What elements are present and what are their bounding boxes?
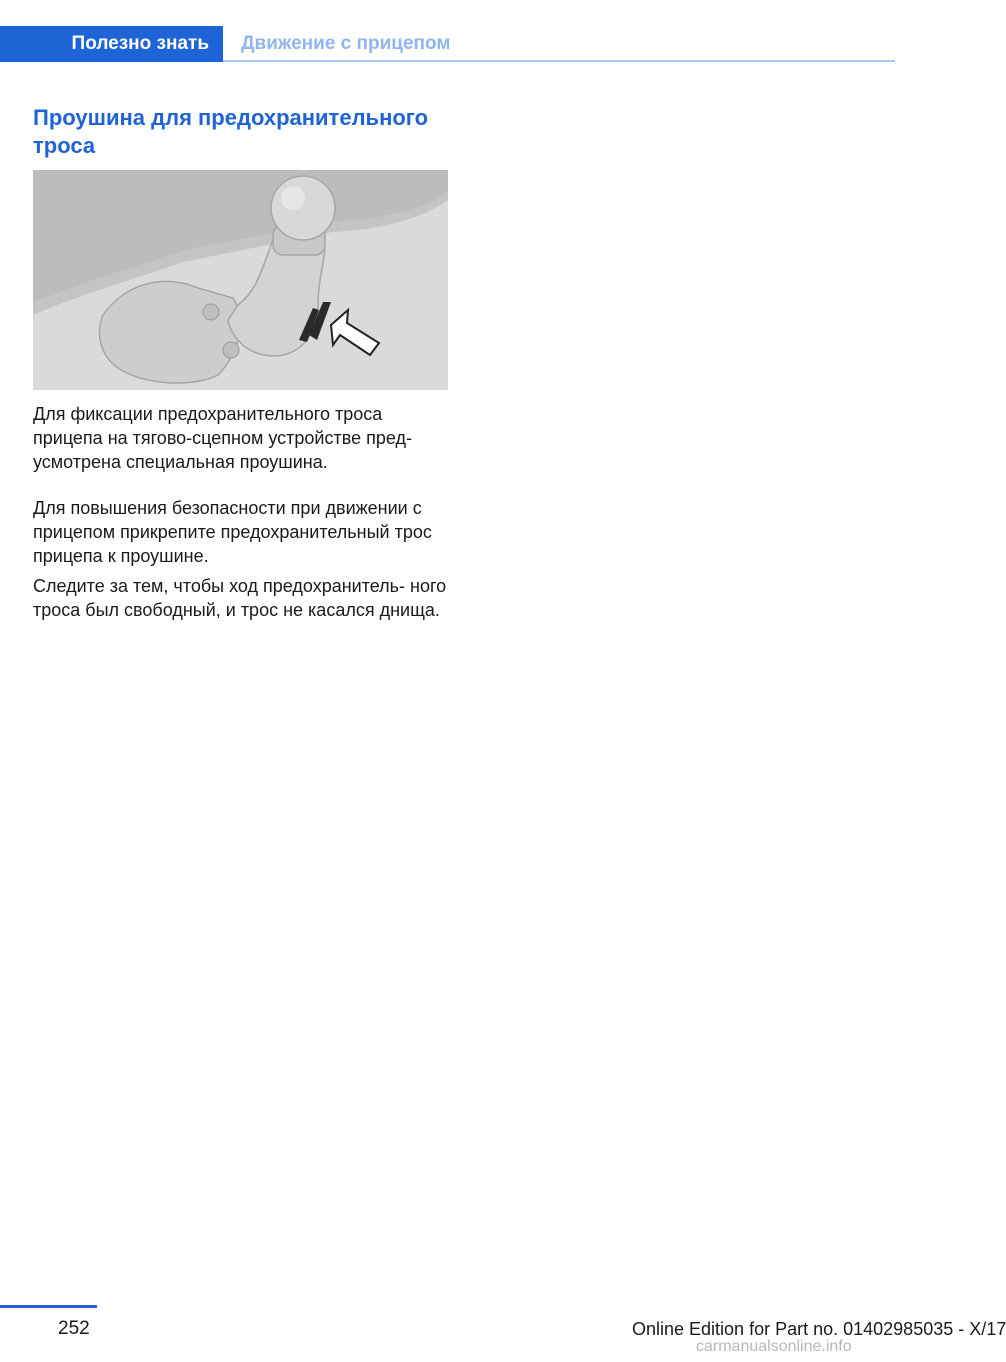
edition-note: Online Edition for Part no. 01402985035 - X/17: [632, 1319, 1006, 1339]
section-title: Движение с прицепом: [241, 33, 451, 54]
page-number: 252: [58, 1318, 90, 1339]
paragraph-cable-routing: Следите за тем, чтобы ход предохранитель- ного троса был свободный, и трос не касался днища.: [33, 576, 447, 620]
chapter-tab: Полезно знать: [0, 26, 223, 62]
page-title: Проушина для предохранительного троса: [33, 105, 429, 158]
trailer-hitch-figure: [33, 170, 448, 390]
footer-divider: [0, 1305, 97, 1308]
watermark: carmanualsonline.info: [696, 1338, 852, 1355]
header-divider: [223, 60, 895, 62]
paragraph-safety-instruction: Для повышения безопасности при движении с прицепом прикрепите предохранительный трос прицепа к проушине.: [33, 498, 432, 566]
paragraph-eyelet-purpose: Для фиксации предохранительного троса прицепа на тягово-сцепном устройстве пред- усмотрена специальная проушина.: [33, 404, 412, 472]
trailer-hitch-illustration: [33, 170, 448, 390]
